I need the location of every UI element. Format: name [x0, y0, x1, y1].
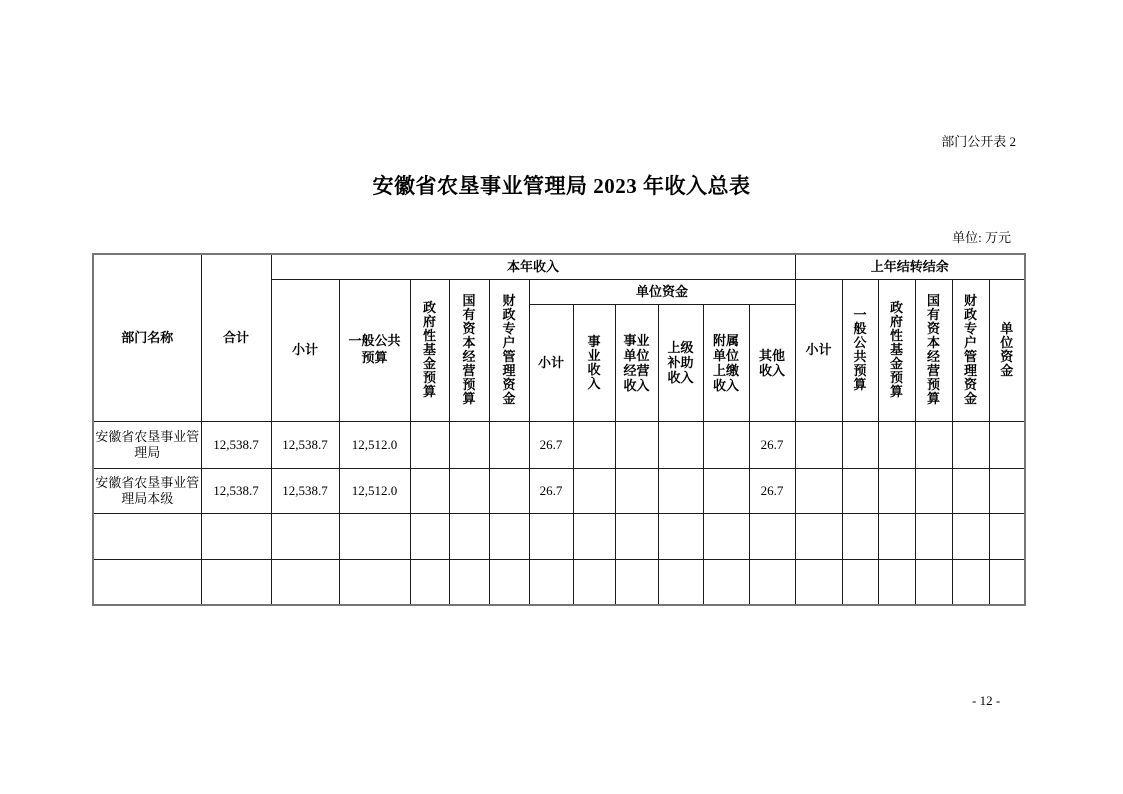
- income-table: [92, 253, 1026, 606]
- header-cy-general-public-budget: 一般公共预算: [339, 279, 410, 421]
- value-cell: [658, 421, 703, 468]
- value-cell: [658, 513, 703, 559]
- value-cell: [989, 513, 1025, 559]
- value-cell: [573, 513, 615, 559]
- value-cell: [573, 559, 615, 605]
- value-cell: [449, 513, 489, 559]
- value-cell: [573, 421, 615, 468]
- header-dept-name: 部门名称: [93, 254, 201, 421]
- value-cell: 12,538.7: [271, 468, 339, 513]
- value-cell: [915, 559, 952, 605]
- table-row: [93, 513, 1025, 559]
- page-title: 安徽省农垦事业管理局 2023 年收入总表: [372, 174, 751, 198]
- value-cell: [952, 513, 989, 559]
- dept-name-cell: 安徽省农垦事业管理局本级: [93, 468, 201, 513]
- value-cell: [339, 559, 410, 605]
- value-cell: [749, 559, 795, 605]
- header-py-unit-funds: 单位资金: [989, 279, 1025, 421]
- value-cell: [658, 468, 703, 513]
- value-cell: [615, 559, 658, 605]
- value-cell: [410, 559, 449, 605]
- value-cell: [952, 559, 989, 605]
- header-uf-affiliated-remittance-income: 附属单位上缴收入: [703, 304, 749, 421]
- value-cell: [703, 468, 749, 513]
- value-cell: [449, 468, 489, 513]
- dept-name-cell: [93, 559, 201, 605]
- header-unit-funds: 单位资金: [529, 279, 795, 304]
- value-cell: 26.7: [529, 421, 573, 468]
- value-cell: [703, 559, 749, 605]
- header-total: 合计: [201, 254, 271, 421]
- header-uf-superior-subsidy-income: 上级补助收入: [658, 304, 703, 421]
- header-current-year-income: 本年收入: [271, 254, 795, 279]
- value-cell: [989, 421, 1025, 468]
- value-cell: [795, 513, 842, 559]
- value-cell: [703, 513, 749, 559]
- value-cell: [795, 421, 842, 468]
- header-prev-year-carryover: 上年结转结余: [795, 254, 1025, 279]
- value-cell: [410, 421, 449, 468]
- value-cell: [878, 421, 915, 468]
- value-cell: [449, 559, 489, 605]
- value-cell: [878, 559, 915, 605]
- value-cell: [989, 468, 1025, 513]
- value-cell: [489, 513, 529, 559]
- value-cell: [489, 468, 529, 513]
- value-cell: [529, 559, 573, 605]
- value-cell: [842, 421, 878, 468]
- header-py-gov-fund-budget: 政府性基金预算: [878, 279, 915, 421]
- value-cell: 12,538.7: [271, 421, 339, 468]
- value-cell: [842, 559, 878, 605]
- value-cell: [915, 513, 952, 559]
- header-uf-subtotal: 小计: [529, 304, 573, 421]
- value-cell: [795, 559, 842, 605]
- value-cell: [573, 468, 615, 513]
- dept-name-cell: [93, 513, 201, 559]
- value-cell: [842, 513, 878, 559]
- header-py-fiscal-special-account: 财政专户管理资金: [952, 279, 989, 421]
- value-cell: [615, 468, 658, 513]
- value-cell: 26.7: [529, 468, 573, 513]
- table-row: [93, 421, 1025, 468]
- value-cell: [915, 468, 952, 513]
- value-cell: [795, 468, 842, 513]
- value-cell: 12,512.0: [339, 421, 410, 468]
- value-cell: [410, 468, 449, 513]
- header-cy-gov-fund-budget: 政府性基金预算: [410, 279, 449, 421]
- value-cell: [703, 421, 749, 468]
- header-uf-business-operating-income: 事业单位经营收入: [615, 304, 658, 421]
- value-cell: [952, 421, 989, 468]
- header-uf-business-income: 事业收入: [573, 304, 615, 421]
- value-cell: [658, 559, 703, 605]
- value-cell: 12,538.7: [201, 421, 271, 468]
- header-cy-state-capital-budget: 国有资本经营预算: [449, 279, 489, 421]
- table-row: [93, 559, 1025, 605]
- value-cell: [529, 513, 573, 559]
- value-cell: [489, 421, 529, 468]
- value-cell: 12,538.7: [201, 468, 271, 513]
- value-cell: 12,512.0: [339, 468, 410, 513]
- value-cell: [952, 468, 989, 513]
- header-uf-other-income: 其他收入: [749, 304, 795, 421]
- header-row-1: [93, 254, 1025, 279]
- value-cell: [201, 513, 271, 559]
- value-cell: [878, 513, 915, 559]
- value-cell: [271, 559, 339, 605]
- value-cell: [615, 513, 658, 559]
- value-cell: [449, 421, 489, 468]
- header-py-subtotal: 小计: [795, 279, 842, 421]
- value-cell: [842, 468, 878, 513]
- value-cell: [339, 513, 410, 559]
- value-cell: [201, 559, 271, 605]
- header-py-state-capital-budget: 国有资本经营预算: [915, 279, 952, 421]
- value-cell: [271, 513, 339, 559]
- dept-name-cell: 安徽省农垦事业管理局: [93, 421, 201, 468]
- header-cy-fiscal-special-account: 财政专户管理资金: [489, 279, 529, 421]
- value-cell: [615, 421, 658, 468]
- unit-note: 单位: 万元: [952, 230, 1011, 245]
- value-cell: 26.7: [749, 421, 795, 468]
- value-cell: [749, 513, 795, 559]
- header-cy-subtotal: 小计: [271, 279, 339, 421]
- table-row: [93, 468, 1025, 513]
- value-cell: [878, 468, 915, 513]
- page-number: - 12 -: [972, 693, 1001, 708]
- value-cell: [410, 513, 449, 559]
- header-py-general-public-budget: 一般公共预算: [842, 279, 878, 421]
- value-cell: [489, 559, 529, 605]
- value-cell: 26.7: [749, 468, 795, 513]
- doc-label: 部门公开表 2: [941, 134, 1016, 149]
- value-cell: [915, 421, 952, 468]
- value-cell: [989, 559, 1025, 605]
